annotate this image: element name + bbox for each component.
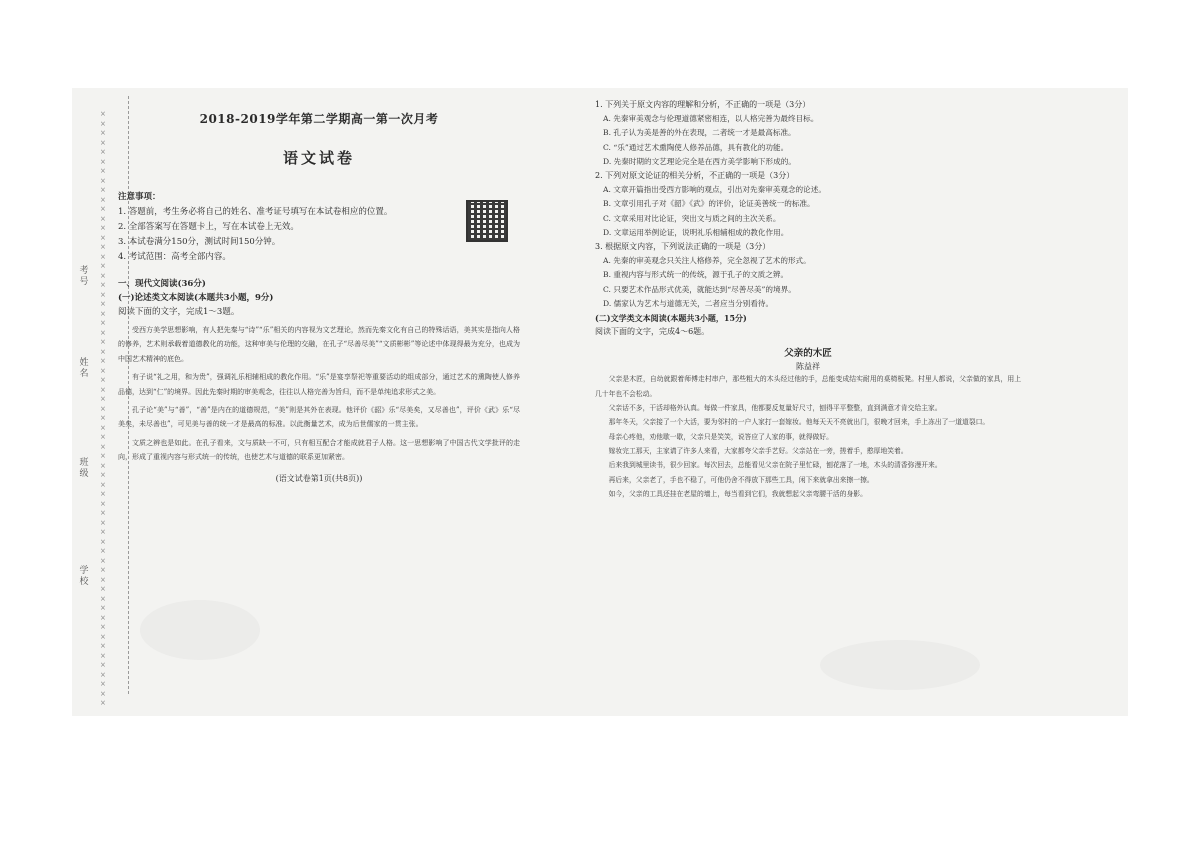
subsection-heading: (一)论述类文本阅读(本题共3小题，9分): [118, 293, 274, 303]
question-block: [595, 240, 1021, 311]
right-page: [595, 98, 1021, 501]
question-stem: 2. 下列对原文论证的相关分析，不正确的一项是（3分）: [595, 171, 795, 181]
exam-title: 2018-2019学年第二学期高一第一次月考: [199, 112, 439, 126]
question-option: B. 重视内容与形式统一的传统，源于孔子的文质之辨。: [603, 270, 789, 280]
left-page: [118, 104, 520, 484]
question-option: A. 文章开篇指出受西方影响的观点，引出对先秦审美观念的论述。: [603, 185, 826, 195]
scan-stain: [820, 640, 980, 690]
scan-stain: [140, 600, 260, 660]
passage-paragraph: 孔子论“美”与“善”，“善”是内在的道德规范，“美”则是其外在表现。他评价《韶》乐“尽美矣，又尽善也”，评价《武》乐“尽美矣，未尽善也”，可见美与善的统一才是最高的标准。以此衡量艺术，成为后世儒家的一贯主张。: [118, 406, 520, 429]
binding-label-exam-number: 考号: [79, 266, 89, 287]
story-paragraph: 那年冬天，父亲接了一个大活，要为邻村的一户人家打一套嫁妆。他每天天不亮就出门，很晚才回来，手上冻出了一道道裂口。: [608, 418, 990, 427]
notice-heading: 注意事项：: [118, 192, 161, 202]
question-option: A. 先秦审美观念与伦理道德紧密相连，以人格完善为最终目标。: [603, 114, 819, 124]
story-paragraph: 后来我到城里读书，很少回家。每次回去，总能看见父亲在院子里忙碌，刨花落了一地，木头的清香弥漫开来。: [608, 461, 942, 470]
question-option: A. 先秦的审美观念只关注人格修养，完全忽视了艺术的形式。: [603, 256, 811, 266]
question-option: C. 文章采用对比论证，突出文与质之间的主次关系。: [603, 213, 781, 223]
notice-box: [118, 190, 520, 265]
story-paragraph: 嫁妆完工那天，主家请了许多人来看，大家都夸父亲手艺好。父亲站在一旁，搓着手，憨厚地笑着。: [608, 446, 908, 455]
binding-label-name: 姓名: [79, 358, 89, 379]
page-footer: (语文试卷第1页(共8页)): [275, 473, 363, 483]
question-stem: 3. 根据原文内容，下列说法正确的一项是（3分）: [595, 242, 771, 252]
passage-paragraph: 文质之辨也是如此。在孔子看来，文与质缺一不可，只有相互配合才能成就君子人格。这一思想影响了中国古代文学批评的走向，形成了重视内容与形式统一的传统，也使艺术与道德的联系更加紧密。: [118, 438, 520, 462]
story-paragraph: 父亲是木匠，自幼就跟着师傅走村串户，那些粗大的木头经过他的手，总能变成结实耐用的桌椅板凳。村里人都说，父亲做的家具，用上几十年也不会松动。: [595, 375, 1021, 398]
question-option: B. 文章引用孔子对《韶》《武》的评价，论证美善统一的标准。: [603, 199, 815, 209]
subsection-heading: (二)文学类文本阅读(本题共3小题，15分): [595, 313, 747, 324]
story-paragraph: 母亲心疼他，劝他歇一歇，父亲只是笑笑，说答应了人家的事，就得做好。: [608, 432, 833, 441]
story-title: 父亲的木匠: [784, 348, 832, 360]
notice-item: 2. 全部答案写在答题卡上，写在本试卷上无效。: [118, 222, 299, 232]
passage-paragraph: 受西方美学思想影响，有人把先秦与“诗”“乐”相关的内容视为文艺理论，然而先秦文化有自己的特殊话语，美其实是指向人格的修养，艺术则承载着道德教化的功能，这种审美与伦理的交融，在孔子“尽善尽美”“文质彬彬”等论述中体现得最为充分，也成为中国艺术精神的底色。: [118, 326, 520, 363]
qr-code-icon: [466, 200, 508, 242]
story-paragraph: 如今，父亲的工具还挂在老屋的墙上，每当看到它们，我就想起父亲弯腰干活的身影。: [608, 489, 867, 498]
notice-item: 4. 考试范围：高考全部内容。: [118, 252, 231, 262]
reading-instruction: 阅读下面的文字，完成4～6题。: [595, 327, 710, 337]
story-paragraph: 父亲话不多，干活却格外认真。每做一件家具，他都要反复量好尺寸，刨得平平整整，直到满意才肯交给主家。: [608, 404, 942, 413]
question-block: [595, 169, 1021, 240]
binding-label-school: 学校: [79, 566, 89, 587]
section-heading: 一、现代文阅读(36分): [118, 279, 206, 289]
question-option: D. 儒家认为艺术与道德无关，二者应当分别看待。: [603, 298, 774, 308]
question-option: C. “乐”通过艺术熏陶使人修养品德，具有教化的功能。: [603, 142, 789, 152]
question-option: B. 孔子认为美是善的外在表现，二者统一才是最高标准。: [603, 128, 796, 138]
question-stem: 1. 下列关于原文内容的理解和分析，不正确的一项是（3分）: [595, 100, 811, 109]
story-paragraph: 再后来，父亲老了，手也不稳了，可他仍舍不得放下那些工具，闲下来就拿出来擦一擦。: [608, 475, 874, 484]
question-option: D. 文章运用举例论证，说明礼乐相辅相成的教化作用。: [603, 227, 789, 237]
subject-title: 语文试卷: [282, 149, 355, 167]
question-option: D. 先秦时期的文艺理论完全是在西方美学影响下形成的。: [603, 156, 796, 166]
binding-label-class: 班级: [79, 458, 89, 479]
notice-item: 3. 本试卷满分150分，测试时间150分钟。: [118, 237, 281, 247]
story-author: 陈益祥: [796, 362, 820, 372]
question-block: [595, 98, 1021, 169]
binding-cut-line: ×××××××××××××××××××××××××××××××××××××××××××××××××××××××××××××××: [100, 110, 106, 707]
question-option: C. 只要艺术作品形式优美，就能达到“尽善尽美”的境界。: [603, 284, 796, 294]
passage-paragraph: 有子说“礼之用，和为贵”，强调礼乐相辅相成的教化作用。“乐”是宴享祭祀等重要活动的组成部分，通过艺术的熏陶使人修养品德，达到“仁”的境界。因此先秦时期的审美观念，往往以人格完善为旨归，而不是单纯追求形式之美。: [118, 373, 520, 396]
notice-item: 1. 答题前，考生务必将自己的姓名、准考证号填写在本试卷相应的位置。: [118, 207, 393, 217]
reading-instruction: 阅读下面的文字，完成1～3题。: [118, 307, 240, 317]
